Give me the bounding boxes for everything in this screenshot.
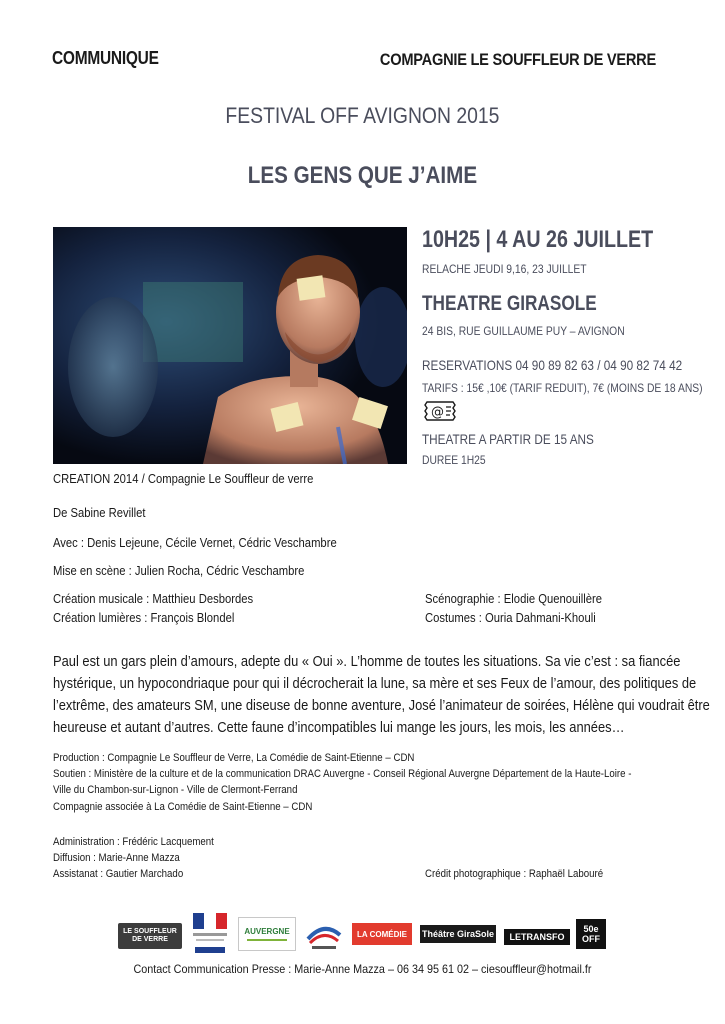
- contact-card-icon: [424, 401, 456, 421]
- support-line-cont: Ville du Chambon-sur-Lignon - Ville de Clermont-Ferrand: [53, 784, 298, 796]
- time-and-dates: 10H25 | 4 AU 26 JUILLET: [422, 226, 654, 253]
- scenography-credit: Scénographie : Elodie Quenouillère: [425, 592, 603, 606]
- synopsis-line: hystérique, un hypocondriaque pour qui il décrocherait la lune, sa mère et ses Feux de l’amour, des politiques de: [53, 675, 697, 692]
- author-line: De Sabine Revillet: [53, 506, 146, 520]
- synopsis-line: Paul est un gars plein d’amours, adepte du « Oui ». L’homme de toutes les situations. Sa vie c’est : sa fiancée: [53, 653, 681, 670]
- logo-souffleur: LE SOUFFLEUR DE VERRE: [118, 923, 182, 949]
- header-company: COMPAGNIE LE SOUFFLEUR DE VERRE: [379, 50, 656, 69]
- music-credit: Création musicale : Matthieu Desbordes: [53, 592, 254, 606]
- assistant-line: Assistanat : Gautier Marchado: [53, 868, 184, 880]
- tarifs: TARIFS : 15€ ,10€ (TARIF REDUIT), 7€ (MOINS DE 18 ANS): [422, 381, 703, 395]
- administration-line: Administration : Frédéric Lacquement: [53, 836, 214, 848]
- logo-letransfo: LETRANSFO: [504, 929, 570, 945]
- costumes-credit: Costumes : Ouria Dahmani-Khouli: [425, 611, 596, 625]
- actor-photo-illustration: [53, 227, 407, 464]
- cast-line: Avec : Denis Lejeune, Cécile Vernet, Cédric Veschambre: [53, 536, 337, 550]
- logo-girasole: Théâtre GiraSole: [420, 925, 496, 943]
- associate-line: Compagnie associée à La Comédie de Saint-Etienne – CDN: [53, 801, 313, 813]
- logo-comedie: LA COMÉDIE: [352, 923, 412, 945]
- show-title: LES GENS QUE J’AIME: [247, 162, 478, 189]
- venue-name: THEATRE GIRASOLE: [422, 292, 597, 315]
- logo-festival-off: 50e OFF: [576, 919, 606, 949]
- relache-dates: RELACHE JEUDI 9,16, 23 JUILLET: [422, 262, 587, 276]
- header-communique: COMMUNIQUE: [52, 48, 159, 68]
- duree: DUREE 1H25: [422, 453, 486, 467]
- venue-address: 24 BIS, RUE GUILLAUME PUY – AVIGNON: [422, 324, 625, 338]
- reservations: RESERVATIONS 04 90 89 82 63 / 04 90 82 74 42: [422, 357, 683, 373]
- lighting-credit: Création lumières : François Blondel: [53, 611, 235, 625]
- creation-line: CREATION 2014 / Compagnie Le Souffleur de verre: [53, 472, 314, 486]
- logo-clermont: [304, 913, 344, 953]
- logo-republique: [192, 911, 228, 955]
- support-line: Soutien : Ministère de la culture et de la communication DRAC Auvergne - Conseil Régional Auvergne Département de la Haute-Loire -: [53, 768, 632, 780]
- synopsis-line: l’extrême, des amateurs SM, une diseuse de bonne aventure, José l’animateur de soirées, Hélène qui voudrait être: [53, 697, 710, 714]
- director-line: Mise en scène : Julien Rocha, Cédric Veschambre: [53, 564, 305, 578]
- synopsis-line: heureuse et autant d’autres. Cette faune d’incompatibles lui mange les jours, les mois, les années…: [53, 719, 625, 736]
- diffusion-line: Diffusion : Marie-Anne Mazza: [53, 852, 180, 864]
- production-line: Production : Compagnie Le Souffleur de Verre, La Comédie de Saint-Etienne – CDN: [53, 752, 415, 764]
- partner-logos: [118, 911, 608, 955]
- photo-credit: Crédit photographique : Raphaël Labouré: [425, 868, 604, 880]
- logo-auvergne: AUVERGNE: [238, 917, 296, 951]
- synopsis-paragraph: [53, 651, 710, 739]
- show-photo: [53, 227, 407, 464]
- festival-heading: FESTIVAL OFF AVIGNON 2015: [225, 103, 500, 128]
- press-contact: Contact Communication Presse : Marie-Anne Mazza – 06 34 95 61 02 – ciesouffleur@hotmail.fr: [133, 962, 592, 976]
- age-info: THEATRE A PARTIR DE 15 ANS: [422, 431, 594, 447]
- svg-text:@: @: [431, 405, 444, 420]
